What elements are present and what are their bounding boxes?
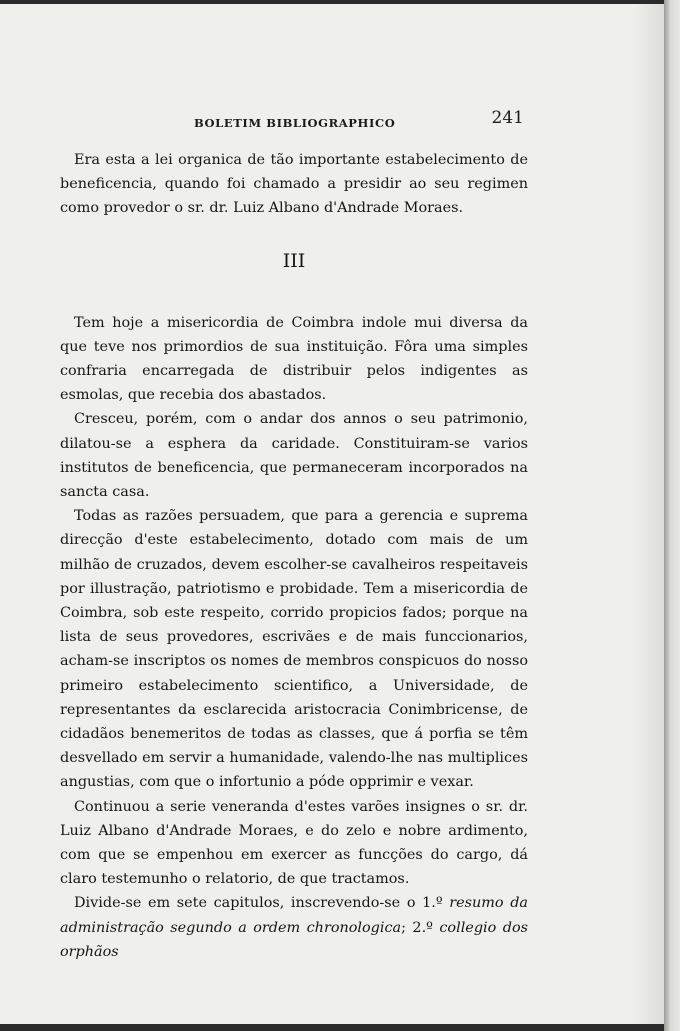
body-text [60,148,528,964]
final-paragraph [60,891,528,964]
section-heading: III [282,249,306,272]
final-paragraph-lead: Divide-se em sete capitulos, inscrevendo-se o 1.º [74,895,450,912]
running-title: BOLETIM BIBLIOGRAPHICO [194,116,396,130]
paragraph: Todas as razões persuadem, que para a gerencia e suprema direcção d'este estabelecimento, dotado com mais de um milhão de cruzados, devem escolher-se cavalheiros respeitaveis por illustração, patriotismo e probidade. Tem a misericordia de Coimbra, sob este respeito, corrido propicios fados; porque na lista de seus provedores, escrivães e de mais funccionarios, acham-se inscriptos os nomes de membros conspicuos do nosso primeiro estabelecimento scientifico, a Universidade, de representantes da esclarecida aristocracia Conimbricense, de cidadãos benemeritos de todas as classes, que á porfia se têm desvellado em servir a humanidade, valendo-lhe nas multiplices angustias, com que o infortunio a póde opprimir e vexar. [60,508,528,791]
chapter-2-title: collegio dos orphãos [60,919,528,960]
chapter-1-title: resumo da administração segundo a ordem chronologica [60,895,528,936]
paragraph: Continuou a serie veneranda d'estes varões insignes o sr. dr. Luiz Albano d'Andrade Moraes, e do zelo e nobre ardimento, com que se empenhou em exercer as funcções do cargo, dá claro testemunho o relatorio, de que tractamos. [60,798,528,888]
paragraph: Cresceu, porém, com o andar dos annos o seu patrimonio, dilatou-se a esphera da caridade. Constituiram-se varios institutos de beneficencia, que permaneceram incorporados na sancta casa. [60,411,528,501]
final-paragraph-separator: ; 2.º [401,919,440,936]
page-header [60,108,528,134]
intro-paragraph: Era esta a lei organica de tão importante estabelecimento de beneficencia, quando foi chamado a presidir ao seu regimen como provedor o sr. dr. Luiz Albano d'Andrade Moraes. [60,152,528,217]
paragraph: Tem hoje a misericordia de Coimbra indole mui diversa da que teve nos primordios de sua instituição. Fôra uma simples confraria encarregada de distribuir pelos indigentes as esmolas, que recebia dos abastados. [60,314,528,404]
page-edge-shadow [664,0,680,1031]
page-number: 241 [491,108,524,128]
book-page [0,4,664,1024]
